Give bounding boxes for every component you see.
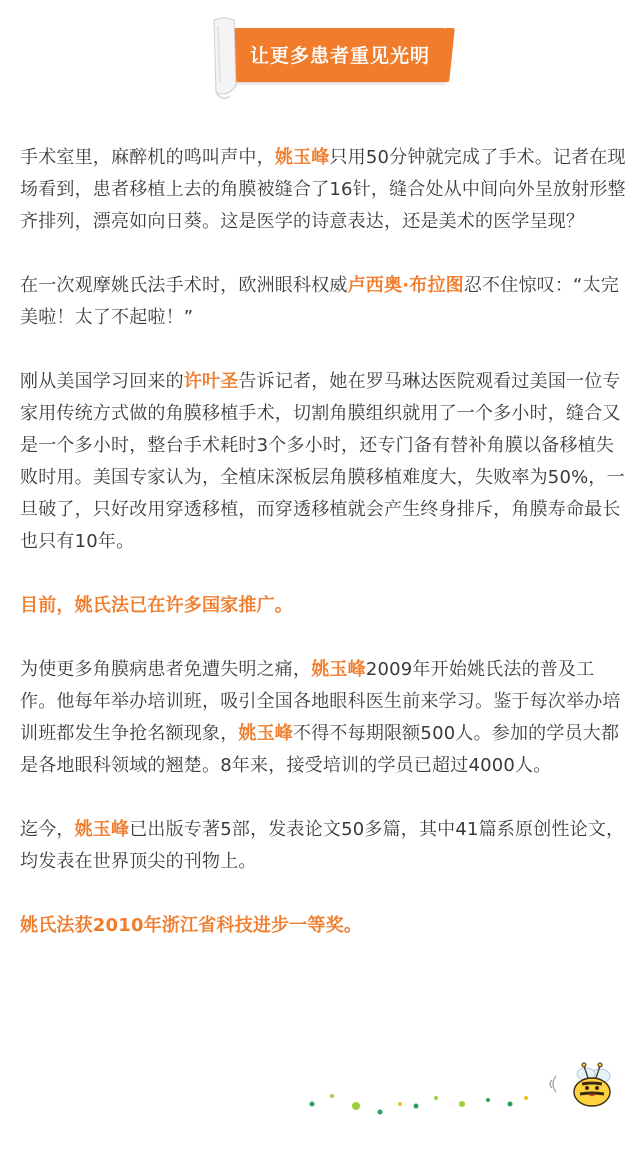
highlighted-name: 姚玉峰 xyxy=(238,723,294,744)
paragraph-text: 手术室里，麻醉机的鸣叫声中， xyxy=(20,147,275,168)
article-paragraph xyxy=(20,142,626,238)
highlight-statement: 姚氏法获2010年浙江省科技进步一等奖。 xyxy=(20,915,363,936)
paragraph-text: 在一次观摩姚氏法手术时，欧洲眼科权威 xyxy=(20,275,348,296)
paragraph-text: 不得不每期限额500人。参加的学员大都是各地眼科领域的翘楚。8年来，接受培训的学员已超过4000人。 xyxy=(20,723,620,776)
bee-icon xyxy=(550,1063,610,1106)
paragraph-text: 只用50分钟就完成了手术。记者在现场看到，患者移植上去的角膜被缝合了16针，缝合处从中间向外呈放射形整齐排列，漂亮如向日葵。这是医学的诗意表达，还是美术的医学呈现？ xyxy=(20,147,626,232)
paper-scroll-icon xyxy=(208,16,240,102)
highlighted-name: 姚玉峰 xyxy=(74,819,130,840)
paragraph-text: 2009年开始姚氏法的普及工作。他每年举办培训班，吸引全国各地眼科医生前来学习。鉴于每次举办培训班都发生争抢名额现象， xyxy=(20,659,621,744)
article-paragraph xyxy=(20,654,626,782)
dotted-trail xyxy=(310,1094,529,1115)
paragraph-text: 刚从美国学习回来的 xyxy=(20,371,184,392)
paragraph-text: 为使更多角膜病患者免遭失明之痛， xyxy=(20,659,312,680)
banner-title: 让更多患者重见光明 xyxy=(249,45,430,67)
title-banner xyxy=(200,14,450,104)
highlighted-name: 许叶圣 xyxy=(183,371,239,392)
article-paragraph xyxy=(20,270,626,334)
paragraph-text: 告诉记者，她在罗马琳达医院观看过美国一位专家用传统方式做的角膜移植手术，切割角膜组织就用了一个多小时，缝合又是一个多小时，整台手术耗时3个多小时，还专门备有替补角膜以备移植失败时用。美国专家认为，全植床深板层角膜移植难度大，失败率为50%，一旦破了，只好改用穿透移植，而穿透移植就会产生终身排斥，角膜寿命最长也只有10年。 xyxy=(20,371,625,552)
paragraph-text: 迄今， xyxy=(20,819,75,840)
highlighted-name: 姚玉峰 xyxy=(311,659,366,680)
article-paragraph xyxy=(20,814,626,878)
highlight-statement: 目前，姚氏法已在许多国家推广。 xyxy=(20,595,293,616)
article-paragraph xyxy=(20,366,626,558)
paragraph-text: 已出版专著5部，发表论文50多篇，其中41篇系原创性论文，均发表在世界顶尖的刊物上。 xyxy=(20,819,625,872)
highlighted-name: 卢西奥·布拉图 xyxy=(347,275,464,296)
highlighted-name: 姚玉峰 xyxy=(274,147,330,168)
footer-decoration xyxy=(300,1048,630,1128)
article-body xyxy=(20,142,626,942)
paragraph-text: 忍不住惊叹：“太完美啦！太了不起啦！” xyxy=(20,275,619,328)
